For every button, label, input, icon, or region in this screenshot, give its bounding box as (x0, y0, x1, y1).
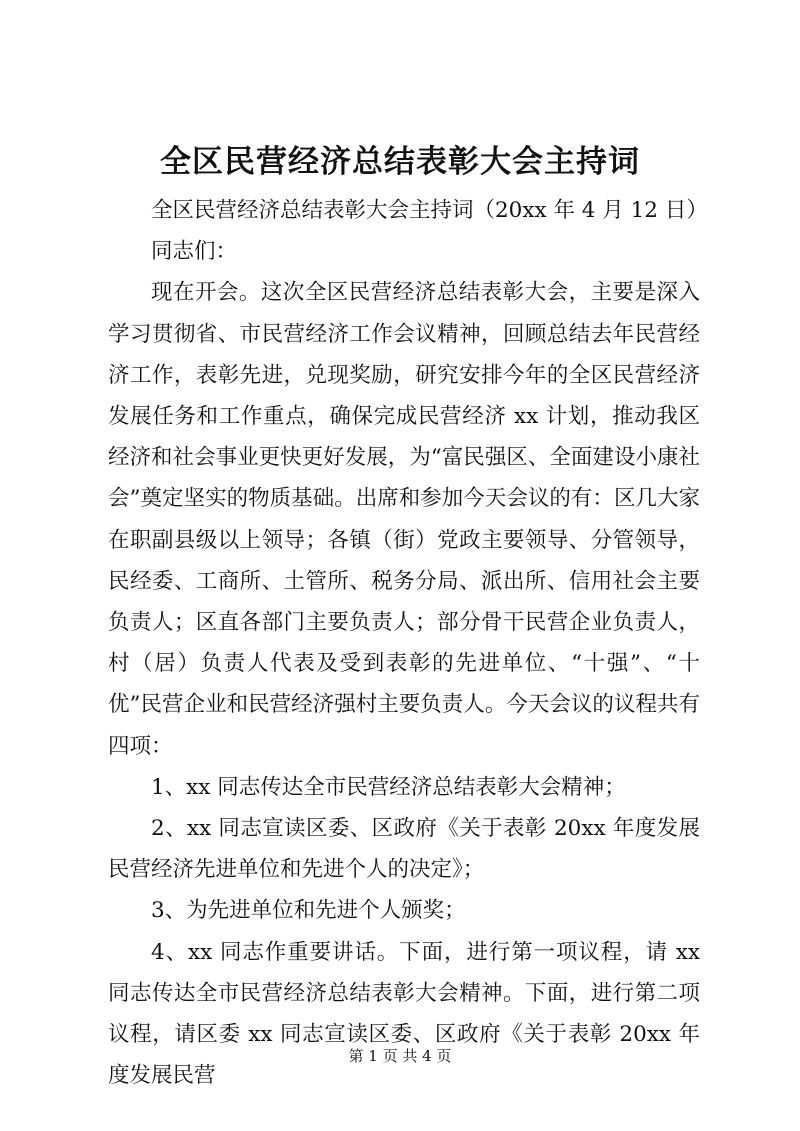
document-body (108, 190, 708, 1096)
document-title: 全区民营经济总结表彰大会主持词 (160, 144, 640, 180)
subtitle-paragraph: 全区民营经济总结表彰大会主持词（20xx 年 4 月 12 日） (151, 198, 708, 223)
agenda-item-3: 3、为先进单位和先进个人颁奖； (151, 898, 466, 924)
agenda-item-2: 2、xx 同志宣读区委、区政府《关于表彰 20xx 年度发展民营经济先进单位和先进个人的决定》； (108, 816, 700, 883)
salutation-paragraph: 同志们： (151, 239, 238, 265)
agenda-item-1: 1、xx 同志传达全市民营经济总结表彰大会精神； (151, 774, 626, 800)
page-footer: 第 1 页 共 4 页 (348, 1047, 452, 1065)
agenda-item-4: 4、xx 同志作重要讲话。下面，进行第一项议程，请 xx 同志传达全市民营经济总结表彰大会精神。下面，进行第二项议程，请区委 xx 同志宣读区委、区政府《关于表彰 20xx 年度发展民营 (108, 939, 700, 1089)
opening-paragraph: 现在开会。这次全区民营经济总结表彰大会，主要是深入学习贯彻省、市民营经济工作会议精神，回顾总结去年民营经济工作，表彰先进，兑现奖励，研究安排今年的全区民营经济发展任务和工作重点，确保完成民营经济 xx 计划，推动我区经济和社会事业更快更好发展，为“富民强区、全面建设小康社会”奠定坚实的物质基础。出席和参加今天会议的有：区几大家在职副县级以上领导；各镇（街）党政主要领导、分管领导，民经委、工商所、土管所、税务分局、派出所、信用社会主要负责人；区直各部门主要负责人；部分骨干民营企业负责人，村（居）负责人代表及受到表彰的先进单位、“十强”、“十优”民营企业和民营经济强村主要负责人。今天会议的议程共有四项： (108, 280, 700, 759)
